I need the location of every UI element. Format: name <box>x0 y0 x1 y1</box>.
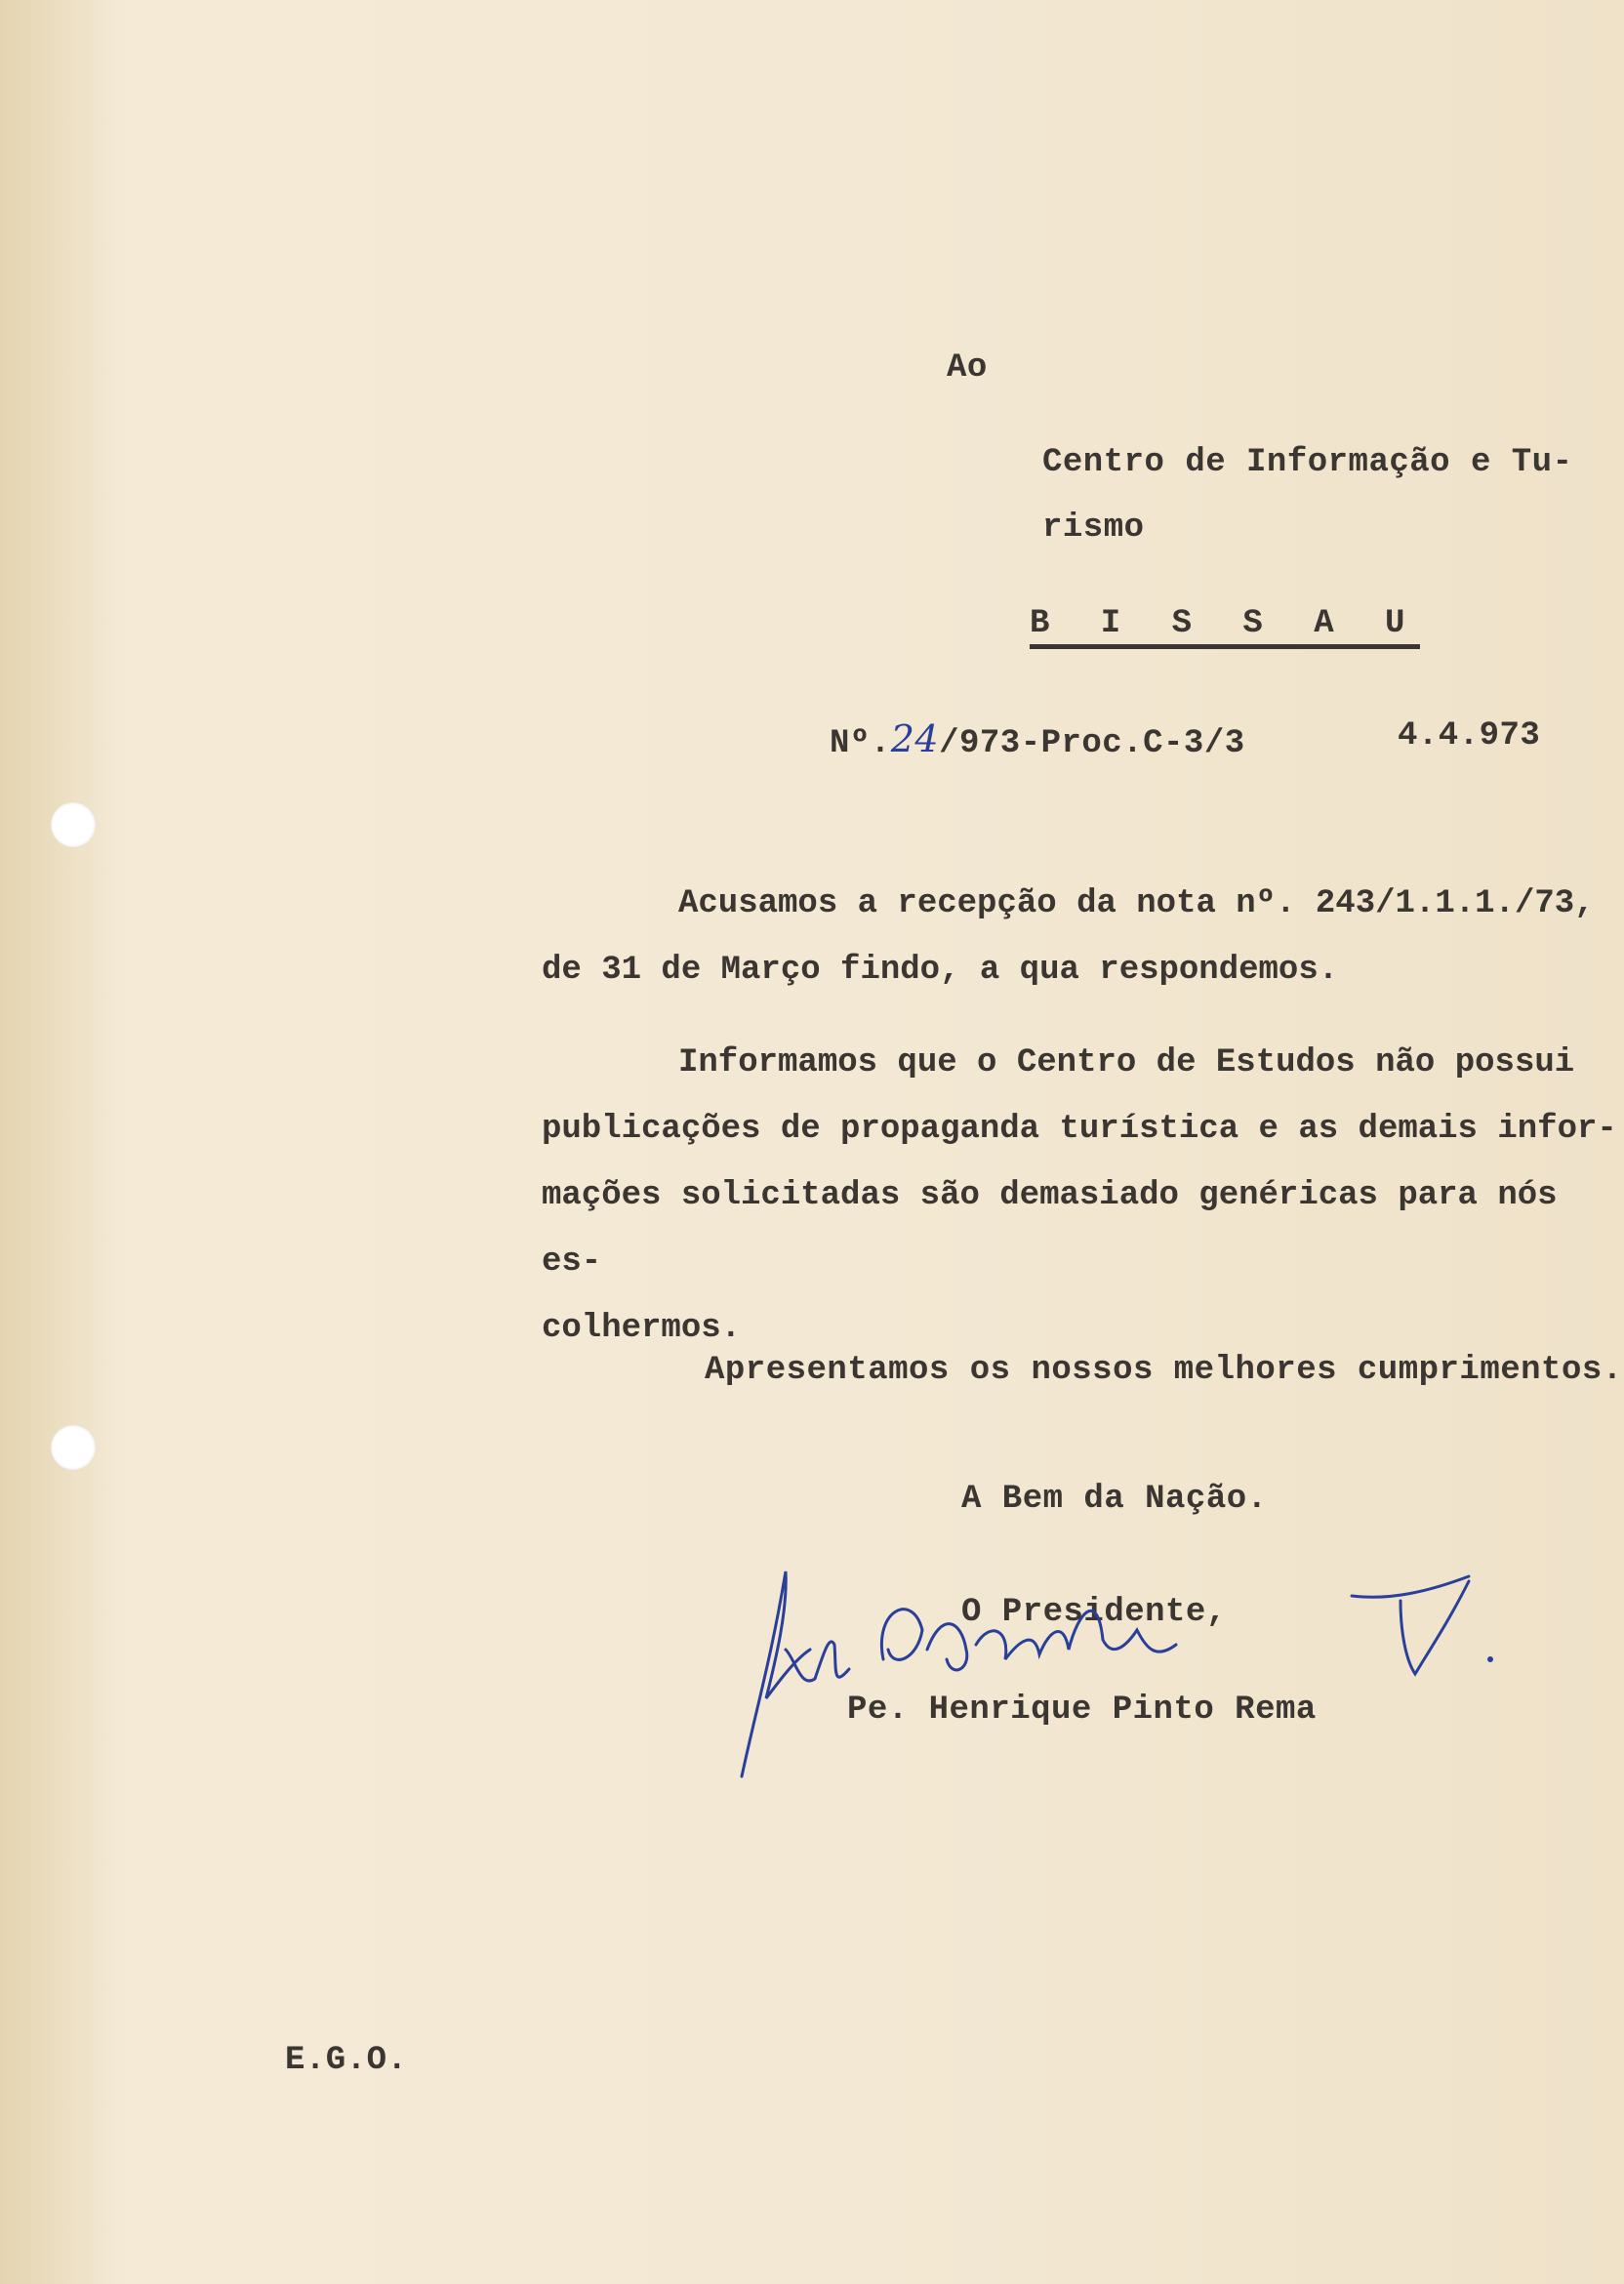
paragraph-2-line-2: publicações de propaganda turística e as demais infor- <box>542 1111 1617 1148</box>
reference-suffix: /973-Proc.C-3/3 <box>939 725 1245 762</box>
paragraph-2-line-3: mações solicitadas são demasiado genéricas para nós es- <box>542 1177 1558 1281</box>
paragraph-1-line-2: de 31 de Março findo, a qua respondemos. <box>542 952 1339 989</box>
punch-hole-bottom <box>51 1425 96 1470</box>
reference-prefix: Nº. <box>830 725 891 762</box>
paragraph-2-line-4: colhermos. <box>542 1310 742 1347</box>
signatory-name: Pe. Henrique Pinto Rema <box>847 1692 1317 1729</box>
footer-initials: E.G.O. <box>285 2042 408 2079</box>
letter-date: 4.4.973 <box>1398 717 1541 755</box>
paragraph-2-line-1: Informamos que o Centro de Estudos não possui <box>678 1044 1575 1081</box>
paragraph-1 <box>542 871 1595 1003</box>
handwritten-reference-number: 24 <box>890 717 940 760</box>
paragraph-2 <box>542 1030 1624 1362</box>
punch-hole-top <box>51 802 96 847</box>
recipient-line-2: rismo <box>1042 510 1145 547</box>
signatory-title: O Presidente, <box>961 1594 1227 1631</box>
closing-motto: A Bem da Nação. <box>961 1481 1268 1518</box>
salutation: Ao <box>947 349 988 387</box>
paragraph-1-line-1: Acusamos a recepção da nota nº. 243/1.1.1./73, <box>678 885 1595 922</box>
reference-number <box>830 717 1245 762</box>
recipient-city: B I S S A U <box>1030 605 1420 649</box>
paragraph-3: Apresentamos os nossos melhores cumprimentos. <box>705 1352 1623 1389</box>
recipient-line-1: Centro de Informação e Tu- <box>1042 444 1573 481</box>
paper-edge-shadow <box>0 0 117 2284</box>
handwritten-signature <box>727 1552 1537 1796</box>
